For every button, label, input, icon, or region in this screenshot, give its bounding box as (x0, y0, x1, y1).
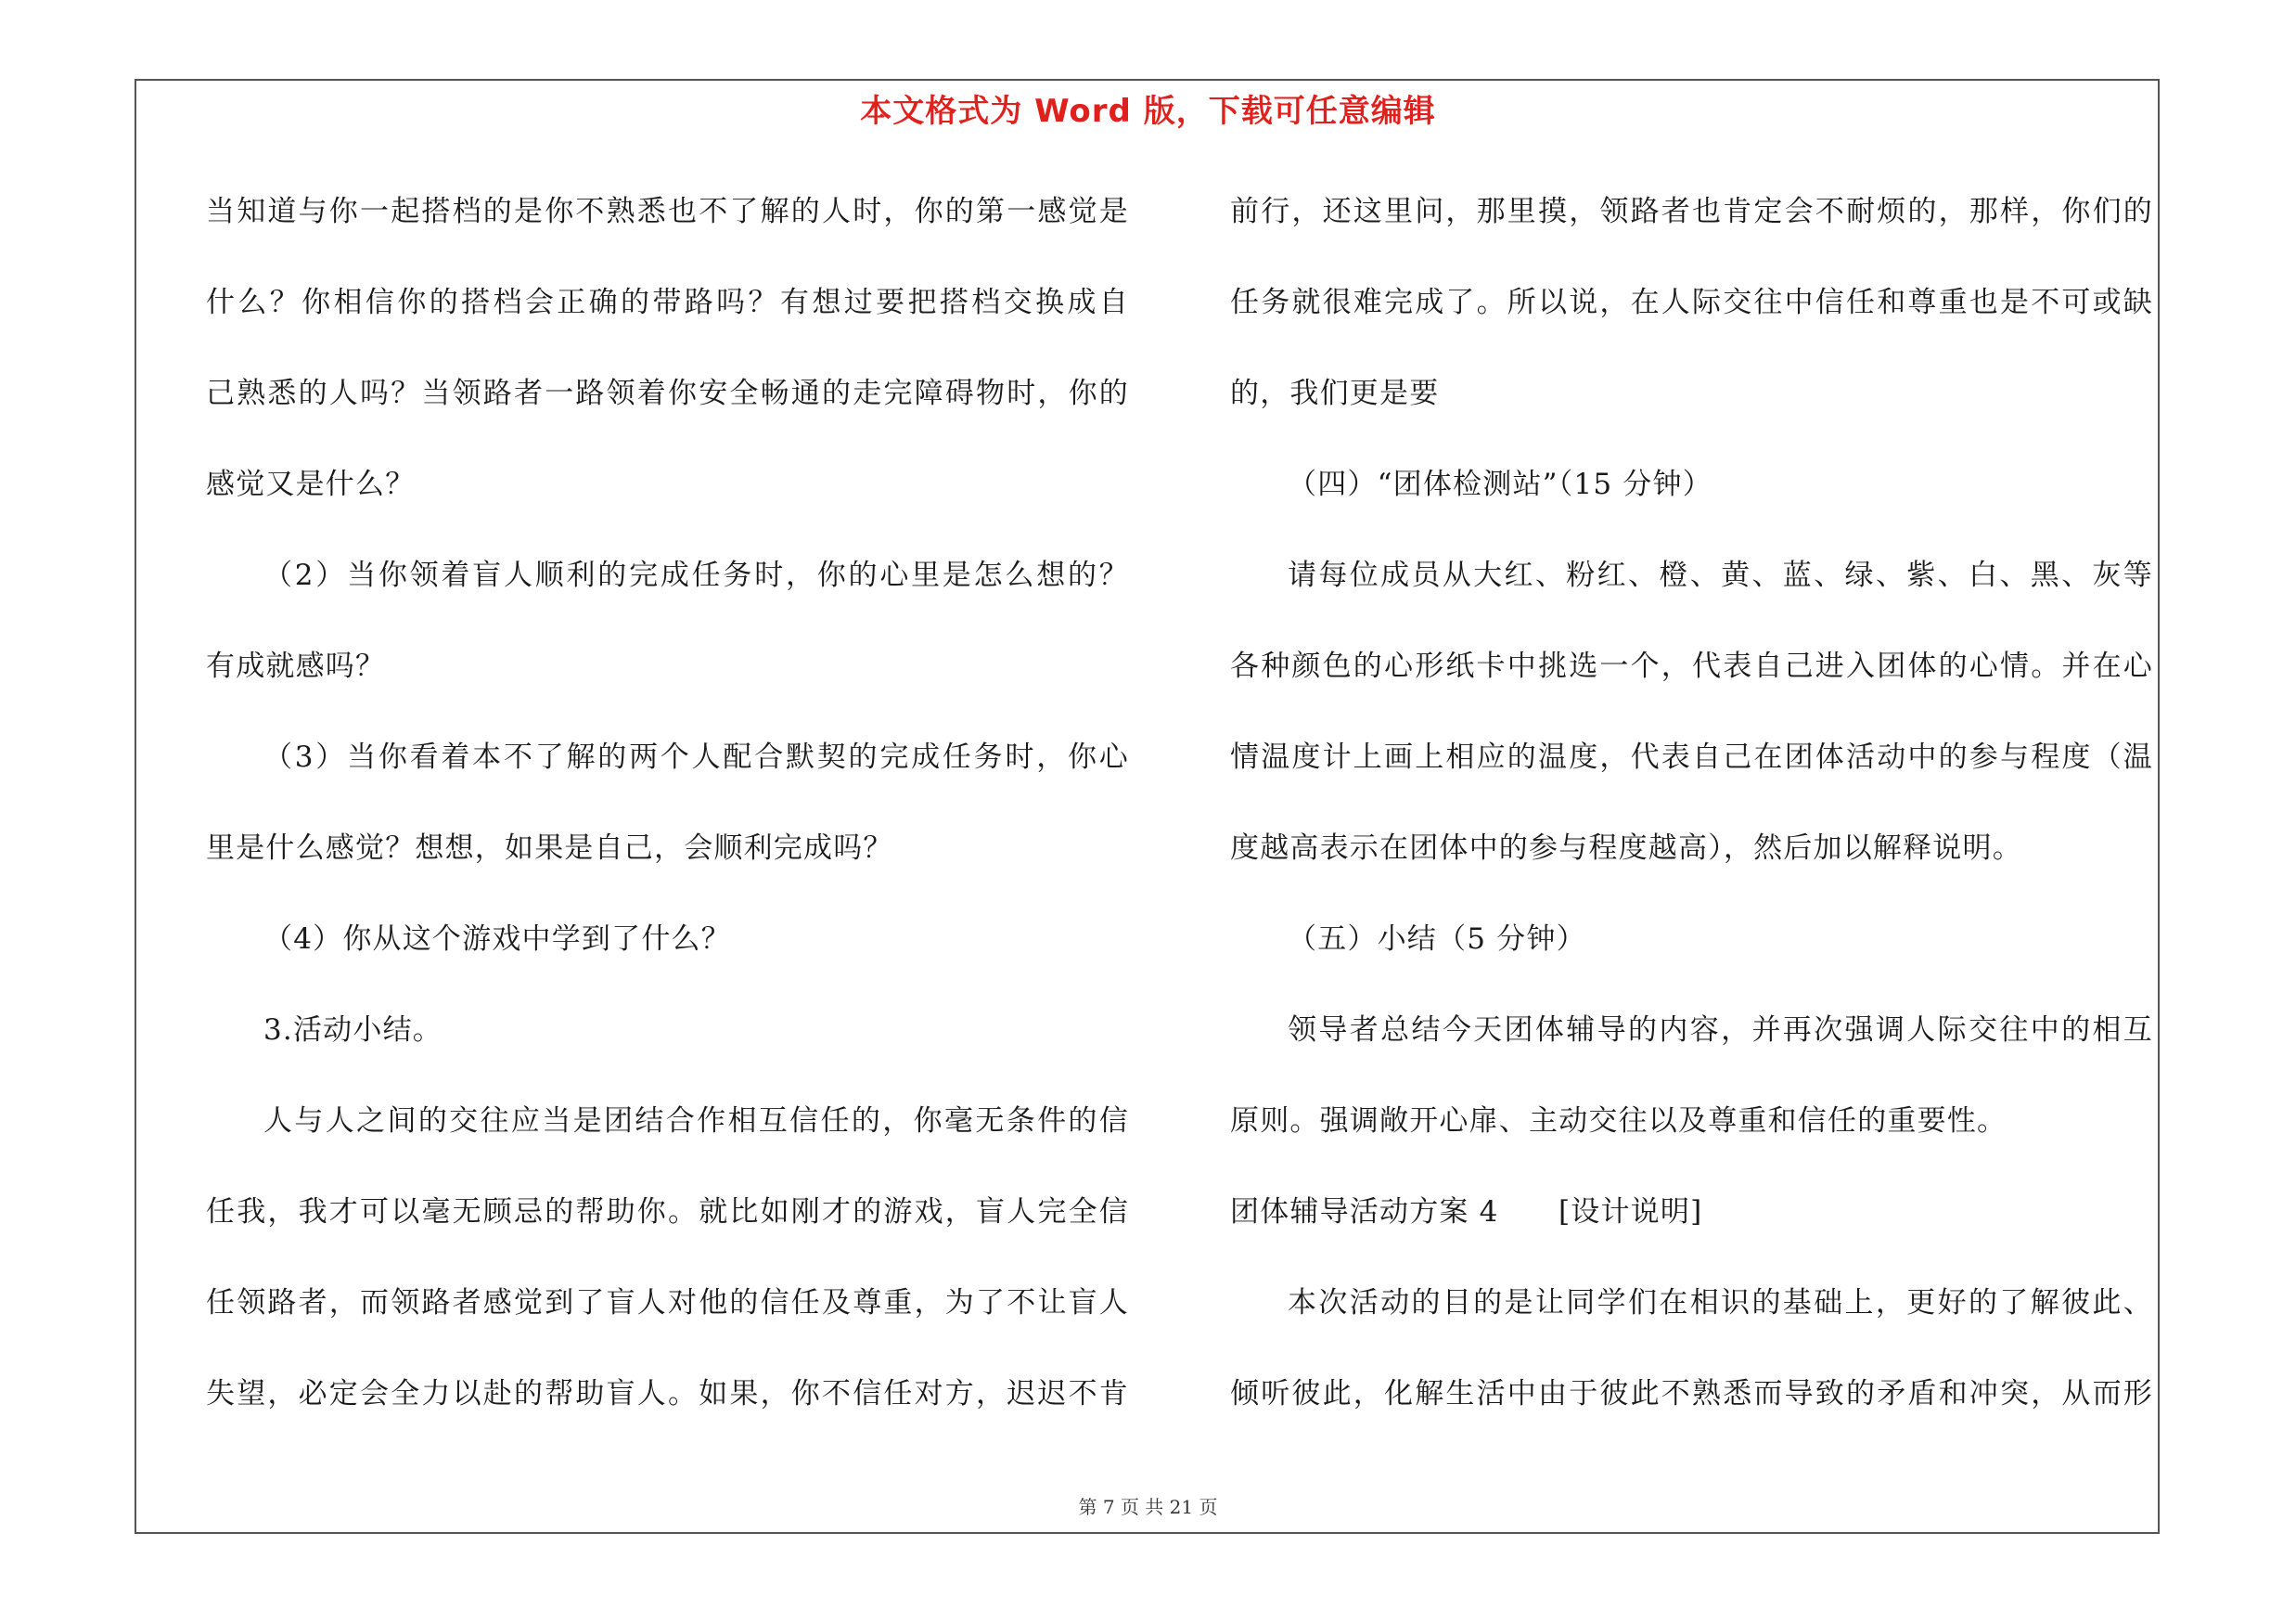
text-line: 请每位成员从大红、粉红、橙、黄、蓝、绿、紫、白、黑、灰等 (1288, 559, 2153, 592)
text-line: 团体辅导活动方案 4 [设计说明] (1230, 1195, 1703, 1229)
word-format-banner: 本文格式为 Word 版，下载可任意编辑 (860, 93, 1436, 130)
text-line: 各种颜色的心形纸卡中挑选一个，代表自己进入团体的心情。并在心 (1230, 650, 2153, 683)
text-line: 度越高表示在团体中的参与程度越高），然后加以解释说明。 (1230, 831, 2022, 865)
text-line: 情温度计上画上相应的温度，代表自己在团体活动中的参与程度（温 (1230, 741, 2153, 774)
text-line: 原则。强调敞开心扉、主动交往以及尊重和信任的重要性。 (1230, 1104, 2007, 1138)
text-line: 失望，必定会全力以赴的帮助盲人。如果，你不信任对方，迟迟不肯 (206, 1377, 1129, 1410)
text-line: 3.活动小结。 (263, 1013, 443, 1047)
text-line: 的，我们更是要 (1230, 377, 1440, 410)
text-line: （2）当你领着盲人顺利的完成任务时，你的心里是怎么想的？ (263, 559, 1129, 592)
text-line: 人与人之间的交往应当是团结合作相互信任的，你毫无条件的信 (263, 1104, 1129, 1138)
text-line: 本次活动的目的是让同学们在相识的基础上，更好的了解彼此、 (1288, 1286, 2153, 1320)
text-line: （五）小结（5 分钟） (1288, 922, 1586, 956)
text-line: （四）“团体检测站”（15 分钟） (1288, 468, 1712, 501)
page-number-footer: 第 7 页 共 21 页 (1078, 1496, 1218, 1518)
text-line: 己熟悉的人吗？当领路者一路领着你安全畅通的走完障碍物时，你的 (206, 377, 1129, 410)
text-line: 任领路者，而领路者感觉到了盲人对他的信任及尊重，为了不让盲人 (206, 1286, 1129, 1320)
text-line: 领导者总结今天团体辅导的内容，并再次强调人际交往中的相互 (1288, 1013, 2153, 1047)
text-line: 前行，还这里问，那里摸，领路者也肯定会不耐烦的，那样，你们的 (1230, 195, 2153, 228)
left-column (206, 182, 1129, 1455)
text-line: 任务就很难完成了。所以说，在人际交往中信任和尊重也是不可或缺 (1230, 286, 2153, 319)
text-line: （4）你从这个游戏中学到了什么？ (263, 922, 731, 956)
text-line: 感觉又是什么？ (206, 468, 416, 501)
text-line: 里是什么感觉？想想，如果是自己，会顺利完成吗？ (206, 831, 893, 865)
text-line: 有成就感吗？ (206, 650, 386, 683)
text-line: 当知道与你一起搭档的是你不熟悉也不了解的人时，你的第一感觉是 (206, 195, 1129, 228)
right-column (1230, 182, 2153, 1455)
text-line: 任我，我才可以毫无顾忌的帮助你。就比如刚才的游戏，盲人完全信 (206, 1195, 1129, 1229)
text-line: （3）当你看着本不了解的两个人配合默契的完成任务时，你心 (263, 741, 1129, 774)
text-line: 什么？你相信你的搭档会正确的带路吗？有想过要把搭档交换成自 (206, 286, 1129, 319)
text-line: 倾听彼此，化解生活中由于彼此不熟悉而导致的矛盾和冲突，从而形 (1230, 1377, 2153, 1410)
